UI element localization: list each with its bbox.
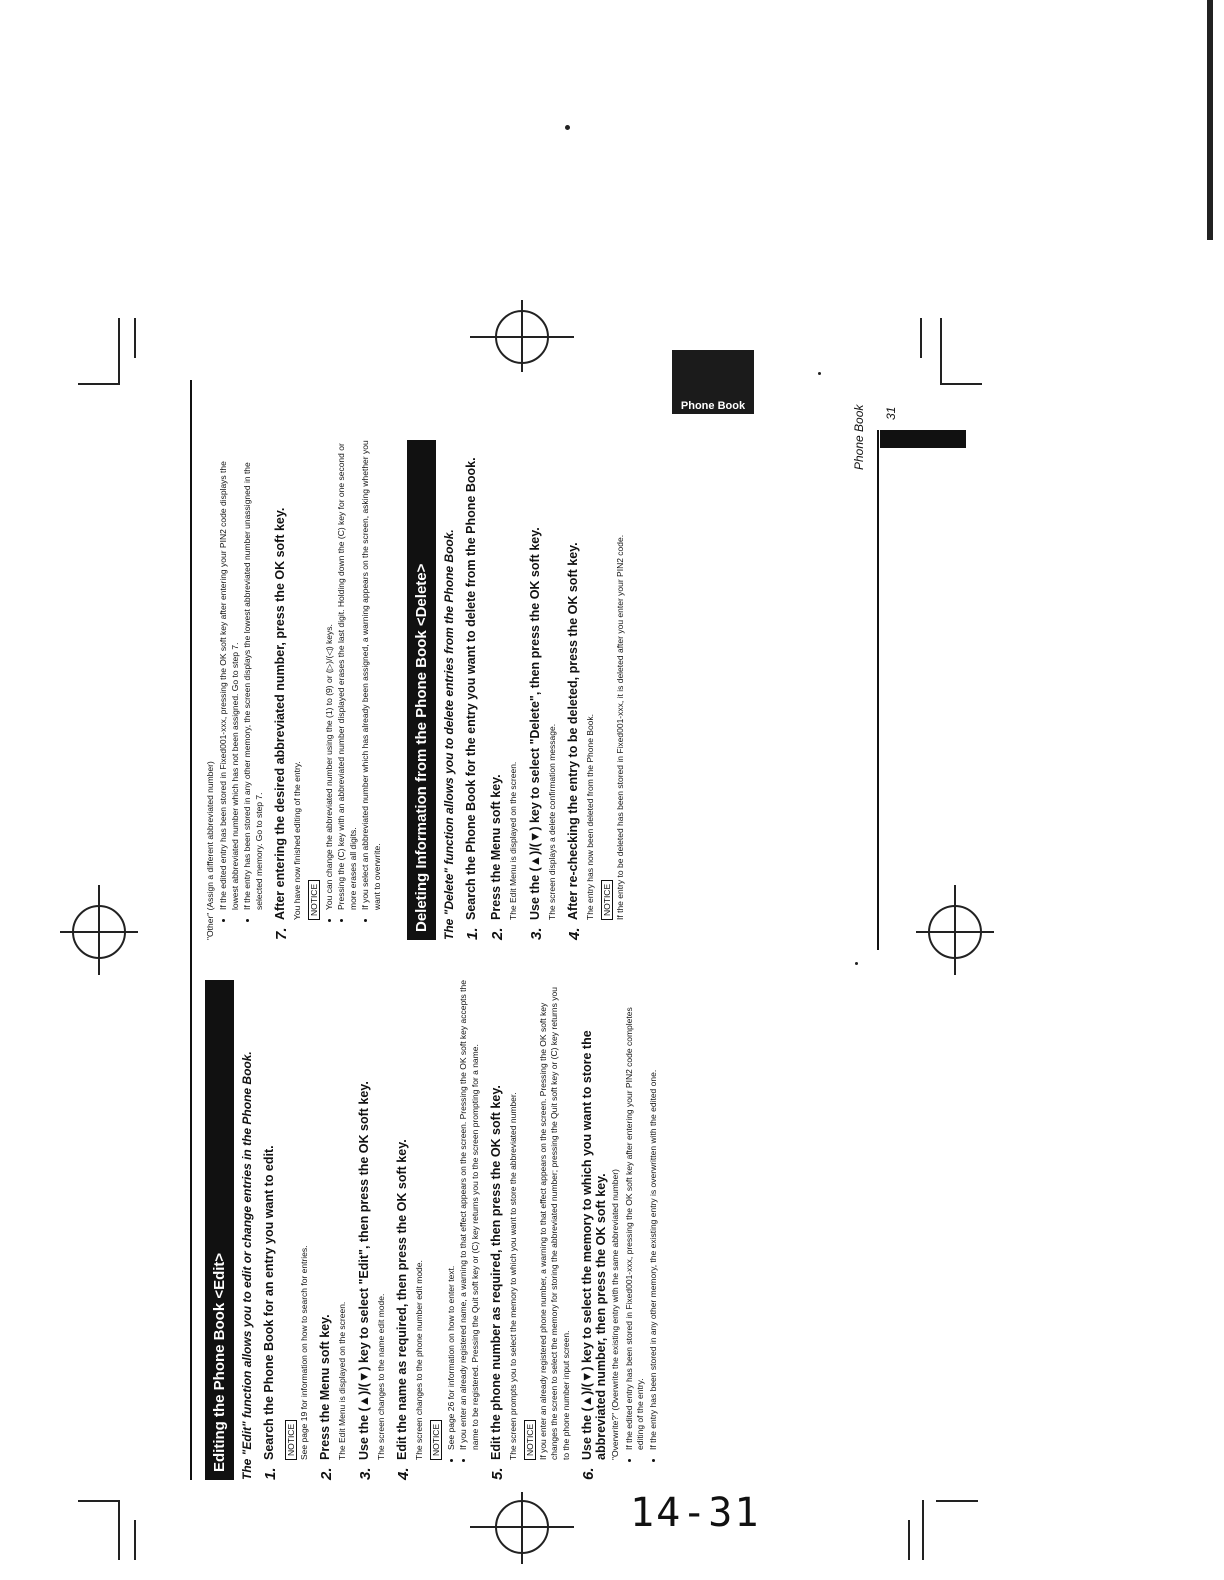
registration-mark: [521, 300, 523, 372]
step-description: The screen changes to the name edit mode.: [375, 1293, 386, 1460]
edit-step: [395, 980, 412, 1480]
step-text: Use the (▲)/(▼) key to select the memory to which you want to store the abbreviated number, then press the OK soft key.: [580, 1030, 609, 1460]
step-text: Press the Menu soft key.: [318, 1314, 333, 1460]
crop-mark: [908, 1520, 910, 1560]
step-number: 1.: [464, 927, 482, 940]
step-number: 3.: [356, 1467, 374, 1480]
registration-mark: [521, 1492, 523, 1564]
notice-item: • If you enter an already registered name, a warning to that effect appears on the screen. Pressing the OK soft key accepts the name to be registered. Pressing the Quit soft key or (C) key returns you to the screen prompting for a name.: [458, 980, 481, 1450]
speck: [818, 372, 821, 375]
notice-label: NOTICE: [285, 1420, 297, 1460]
right-edge-bar: [1207, 0, 1213, 240]
crop-mark: [922, 1500, 924, 1560]
step-description: The screen prompts you to select the memory to which you want to store the abbreviated number.: [508, 1092, 519, 1460]
notice-list: [446, 980, 481, 1460]
step-text: Edit the name as required, then press the OK soft key.: [395, 1139, 410, 1460]
edit-intro: The "Edit" function allows you to edit or change entries in the Phone Book.: [240, 1051, 254, 1480]
crop-mark: [936, 1500, 978, 1502]
section-tab-label: Phone Book: [680, 400, 746, 412]
option-list: [624, 980, 659, 1460]
delete-step: [464, 440, 481, 940]
crop-mark: [940, 318, 942, 384]
notice-label: NOTICE: [601, 880, 613, 920]
step-description: The Edit Menu is displayed on the screen.: [508, 761, 519, 920]
option-item: • If the entry has been stored in any other memory, the existing entry is overwritten with the edited one.: [648, 980, 659, 1450]
step-number: 6.: [580, 1467, 598, 1480]
notice-item: • Pressing the (C) key with an abbreviated number displayed erases the last digit. Holding down the (C) key for one second or more erases all digits.: [336, 440, 359, 910]
page-code: 14-31: [630, 1490, 761, 1536]
step-number: 7.: [273, 927, 291, 940]
step-text: Edit the phone number as required, then press the OK soft key.: [489, 1085, 504, 1460]
notice-label: NOTICE: [430, 1420, 442, 1460]
step-number: 2.: [318, 1467, 336, 1480]
step-text: Use the (▲)/(▼) key to select "Delete", then press the OK soft key.: [527, 527, 542, 920]
edit-step: [262, 980, 279, 1480]
registration-mark: [98, 885, 100, 975]
notice-item: • If you select an abbreviated number which has already been assigned, a warning appears on the screen, asking whether you want to overwrite.: [360, 440, 383, 910]
edit-step: [580, 980, 608, 1480]
edit-heading: Editing the Phone Book <Edit>: [205, 980, 234, 1480]
step-text: Search the Phone Book for an entry you want to edit.: [262, 1145, 276, 1460]
crop-mark: [118, 318, 120, 384]
notice-label: NOTICE: [524, 1420, 536, 1460]
left-column: [205, 980, 661, 1480]
step-number: 5.: [489, 1467, 507, 1480]
crop-mark: [78, 383, 120, 385]
step-description: The screen displays a delete confirmation message.: [546, 723, 557, 920]
step-number: 4.: [566, 927, 584, 940]
top-rule: [190, 380, 192, 1480]
option-item: • If the edited entry has been stored in Fixed001-xxx, pressing the OK soft key after entering your PIN2 code displays the lowest abbreviated number which has not been assigned. Go to step 7.: [218, 440, 241, 910]
page-number: 31: [884, 406, 898, 420]
step-number: 2.: [489, 927, 507, 940]
step-text: After re-checking the entry to be deleted, press the OK soft key.: [566, 542, 581, 920]
delete-intro: The "Delete" function allows you to delete entries from the Phone Book.: [442, 529, 457, 940]
step-description: "Overwrite?" (Overwrite the existing entry with the same abbreviated number): [610, 1169, 621, 1460]
step-description: The screen changes to the phone number edit mode.: [414, 1260, 425, 1460]
edit-step: [489, 980, 506, 1480]
edit-step: [318, 980, 335, 1480]
option-list: [218, 440, 265, 920]
notice-text: If you enter an already registered phone number, a warning to that effect appears on the screen. Pressing the OK soft key changes the screen to select the memory for storing the abbreviated number; pressing the Quit soft key or (C) key returns you to the phone number input screen.: [537, 987, 571, 1460]
notice-text: See page 19 for information on how to search for entries.: [299, 1245, 309, 1460]
notice-text: If the entry to be deleted has been stored in Fixed001-xxx, it is deleted after you enter your PIN2 code.: [614, 534, 625, 920]
step-text: Press the Menu soft key.: [489, 774, 504, 920]
step-number: 4.: [395, 1467, 413, 1480]
step-number: 3.: [527, 927, 545, 940]
edit-step: [273, 440, 290, 940]
crop-mark: [134, 318, 136, 358]
crop-mark: [78, 1500, 120, 1502]
crop-mark: [920, 318, 922, 358]
crop-mark: [134, 1520, 136, 1560]
edit-step: [357, 980, 374, 1480]
step-description: The Edit Menu is displayed on the screen.: [337, 1301, 348, 1460]
page-spread: [190, 380, 1070, 1480]
step-text: Use the (▲)/(▼) key to select "Edit", then press the OK soft key.: [356, 1081, 371, 1460]
option-item: • If the edited entry has been stored in Fixed001-xxx, pressing the OK soft key after entering your PIN2 code completes editing of the entry.: [624, 980, 647, 1450]
notice-item: • You can change the abbreviated number using the (1) to (9) or (▷)/(◁) keys.: [324, 440, 335, 910]
step-number: 1.: [262, 1467, 279, 1480]
delete-heading: Deleting Information from the Phone Book <Delete>: [407, 440, 436, 940]
step-description: The entry has now been deleted from the Phone Book.: [585, 713, 596, 920]
option-item: • If the entry has been stored in any other memory, the screen displays the lowest abbreviated number unassigned in the selected memory. Go to step 7.: [242, 440, 265, 910]
notice-item: • See page 26 for information on how to enter text.: [446, 980, 457, 1450]
footer-section: Phone Book: [852, 404, 866, 470]
step-description: You have now finished editing of the entry.: [292, 761, 303, 920]
speck: [565, 125, 570, 130]
delete-step: [566, 440, 583, 940]
delete-step: [489, 440, 506, 940]
step-text: Search the Phone Book for the entry you want to delete from the Phone Book.: [464, 457, 479, 920]
option-other: "Other" (Assign a different abbreviated number): [205, 761, 215, 940]
right-column: [205, 440, 626, 940]
notice-list: [324, 440, 383, 920]
delete-step: [528, 440, 545, 940]
notice-label: NOTICE: [308, 880, 320, 920]
crop-mark: [118, 1500, 120, 1560]
step-text: After entering the desired abbreviated number, press the OK soft key.: [273, 507, 288, 920]
